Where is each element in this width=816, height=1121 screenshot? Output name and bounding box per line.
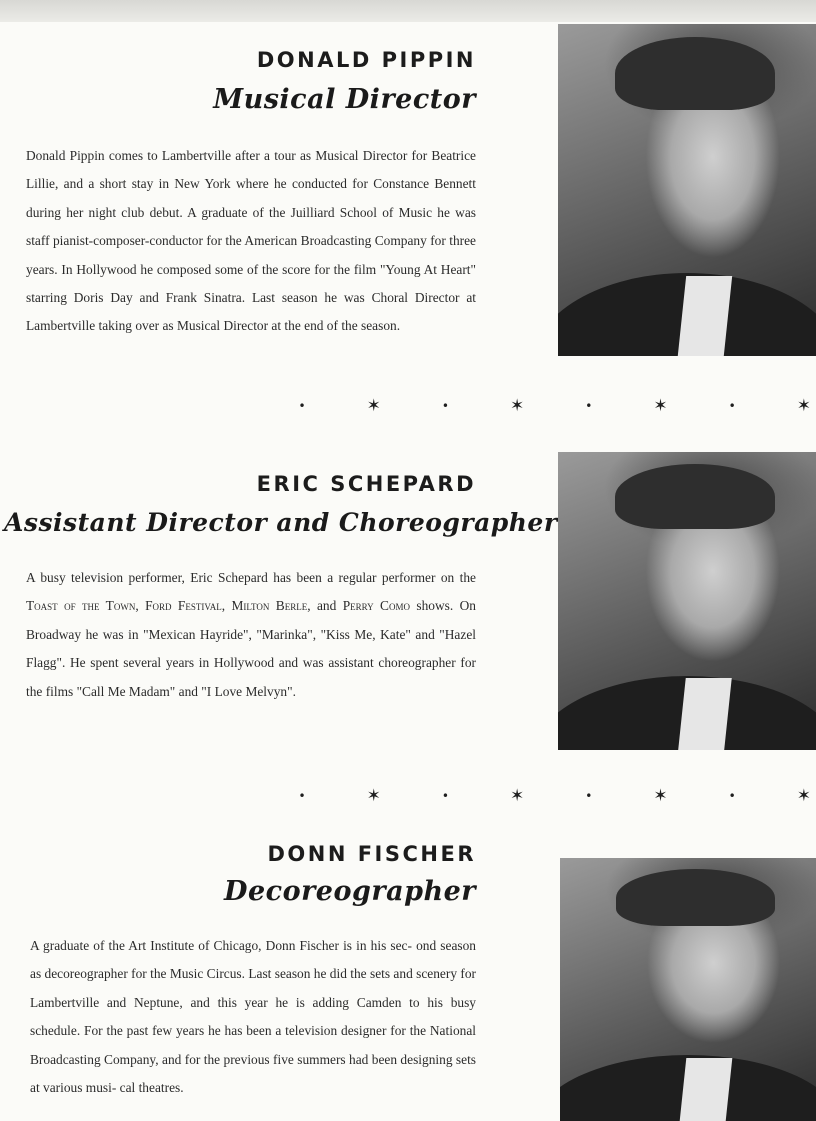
portrait-photo-schepard	[558, 452, 816, 750]
scan-top-edge	[0, 0, 816, 22]
portrait-photo-fischer	[560, 858, 816, 1121]
bio-text: A graduate of the Art Institute of Chicago, Donn Fischer is in his sec- ond season as decoreographer for the Music Circus. Last season he did the sets and scenery for Lambertville and Neptune, and this year he is adding Camden to his busy schedule. For the past few years he has been a television designer for the National Broadcasting Company, and for the previous five summers had been designing sets at various musi- cal theatres.	[30, 938, 476, 1096]
ornament-divider: • ✶ • ✶ • ✶ • ✶	[298, 786, 812, 806]
person-role: Musical Director	[213, 84, 476, 115]
person-role: Decoreographer	[224, 876, 476, 907]
person-role: Assistant Director and Choreographer	[4, 508, 558, 537]
bio-text: Donald Pippin comes to Lambertville after a tour as Musical Director for Beatrice Lillie, and a short stay in New York where he conducted for Constance Bennett during her night club debut. A graduate of the Juilliard School of Music he was staff pianist-composer-conductor for the American Broadcasting Company for three years. In Hollywood he composed some of the score for the film "Young At Heart" starring Doris Day and Frank Sinatra. Last season he was Choral Director at Lambertville taking over as Musical Director at the end of the season.	[26, 148, 476, 334]
person-bio	[30, 932, 476, 1102]
person-name: DONN FISCHER	[267, 842, 476, 866]
portrait-photo-pippin	[558, 24, 816, 356]
person-bio	[26, 142, 476, 341]
person-name: DONALD PIPPIN	[256, 48, 476, 72]
person-name: ERIC SCHEPARD	[256, 472, 476, 496]
ornament-divider: • ✶ • ✶ • ✶ • ✶	[298, 396, 812, 416]
person-bio: A busy television performer, Eric Schepard has been a regular performer on the Toast of the Town, Ford Festival, Milton Berle, and Perry Como shows. On Broadway he was in "Mexican Hayride", "Marinka", "Kiss Me, Kate" and "Hazel Flagg". He spent several years in Hollywood and was assistant choreographer for the films "Call Me Madam" and "I Love Melvyn".	[26, 570, 476, 699]
